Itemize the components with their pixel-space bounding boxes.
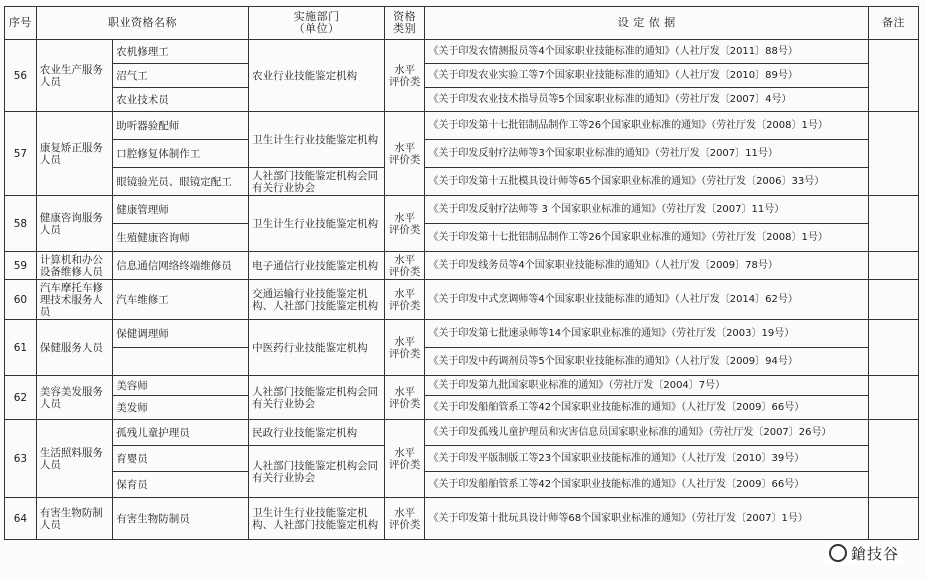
qualification-type: 水平 评价类 <box>385 112 425 196</box>
table-header-row <box>5 7 919 40</box>
implementing-department: 电子通信行业技能鉴定机构 <box>249 252 385 280</box>
qualification-type: 水平 评价类 <box>385 196 425 252</box>
occupation-name: 农机修理工 <box>113 40 249 64</box>
qualification-table <box>4 6 919 540</box>
remarks-cell <box>869 196 919 252</box>
implementing-department: 中医药行业技能鉴定机构 <box>249 320 385 376</box>
table-row <box>5 446 919 472</box>
basis-document: 《关于印发第七批速录师等14个国家职业标准的通知》（劳社厅发〔2003〕19号） <box>425 320 869 348</box>
remarks-cell <box>869 498 919 540</box>
occupation-name: 美发师 <box>113 396 249 420</box>
implementing-department: 人社部门技能鉴定机构会同有关行业协会 <box>249 376 385 420</box>
row-number: 60 <box>5 280 37 320</box>
occupation-name: 生殖健康咨询师 <box>113 224 249 252</box>
row-number: 56 <box>5 40 37 112</box>
table-row <box>5 224 919 252</box>
basis-document: 《关于印发第十五批模具设计师等65个国家职业标准的通知》（劳社厅发〔2006〕33号） <box>425 168 869 196</box>
table-row <box>5 140 919 168</box>
occupation-name: 保育员 <box>113 472 249 498</box>
table-row <box>5 396 919 420</box>
occupation-group: 康复矫正服务人员 <box>36 112 112 196</box>
basis-document: 《关于印发农业技术指导员等5个国家职业标准的通知》（劳社厅发〔2007〕4号） <box>425 88 869 112</box>
header-note: 备注 <box>869 7 919 40</box>
occupation-name: 助听器验配师 <box>113 112 249 140</box>
row-number: 58 <box>5 196 37 252</box>
occupation-name: 口腔修复体制作工 <box>113 140 249 168</box>
qualification-type: 水平 评价类 <box>385 252 425 280</box>
remarks-cell <box>869 252 919 280</box>
wechat-icon <box>829 544 847 562</box>
remarks-cell <box>869 112 919 196</box>
table-row <box>5 498 919 540</box>
basis-document: 《关于印发第九批国家职业标准的通知》（劳社厅发〔2004〕7号） <box>425 376 869 396</box>
implementing-department: 人社部门技能鉴定机构会同有关行业协会 <box>249 446 385 498</box>
qualification-type: 水平 评价类 <box>385 280 425 320</box>
occupation-group: 汽车摩托车修理技术服务人员 <box>36 280 112 320</box>
occupation-name: 沼气工 <box>113 64 249 88</box>
basis-document: 《关于印发线务员等4个国家职业技能标准的通知》（人社厅发〔2009〕78号） <box>425 252 869 280</box>
occupation-name: 美容师 <box>113 376 249 396</box>
header-dept: 实施部门 （单位） <box>249 7 385 40</box>
basis-document: 《关于印发平版制版工等23个国家职业技能标准的通知》（人社厅发〔2010〕39号） <box>425 446 869 472</box>
occupation-group: 计算机和办公设备维修人员 <box>36 252 112 280</box>
occupation-group: 生活照料服务人员 <box>36 420 112 498</box>
occupation-group: 农业生产服务人员 <box>36 40 112 112</box>
basis-document: 《关于印发反射疗法师等3个国家职业标准的通知》（劳社厅发〔2007〕11号） <box>425 140 869 168</box>
table-row <box>5 168 919 196</box>
table-row <box>5 112 919 140</box>
occupation-name: 育婴员 <box>113 446 249 472</box>
basis-document: 《关于印发第十七批铝制品制作工等26个国家职业标准的通知》（劳社厅发〔2008〕1号） <box>425 112 869 140</box>
row-number: 59 <box>5 252 37 280</box>
header-no: 序号 <box>5 7 37 40</box>
occupation-name: 信息通信网络终端维修员 <box>113 252 249 280</box>
occupation-name <box>113 348 249 376</box>
header-name: 职业资格名称 <box>36 7 248 40</box>
table-row <box>5 472 919 498</box>
occupation-group: 保健服务人员 <box>36 320 112 376</box>
table-row <box>5 64 919 88</box>
remarks-cell <box>869 40 919 112</box>
basis-document: 《关于印发船舶管系工等42个国家职业技能标准的通知》（人社厅发〔2009〕66号） <box>425 472 869 498</box>
occupation-name: 汽车维修工 <box>113 280 249 320</box>
implementing-department: 卫生计生行业技能鉴定机构、人社部门技能鉴定机构 <box>249 498 385 540</box>
watermark-text: 鎗技谷 <box>850 545 899 563</box>
basis-document: 《关于印发第十批玩具设计师等68个国家职业标准的通知》（劳社厅发〔2007〕1号） <box>425 498 869 540</box>
table-row <box>5 88 919 112</box>
occupation-name: 孤残儿童护理员 <box>113 420 249 446</box>
remarks-cell <box>869 376 919 420</box>
implementing-department: 卫生计生行业技能鉴定机构 <box>249 196 385 252</box>
row-number: 61 <box>5 320 37 376</box>
qualification-type: 水平 评价类 <box>385 320 425 376</box>
basis-document: 《关于印发孤残儿童护理员和灾害信息员国家职业标准的通知》（劳社厅发〔2007〕26号） <box>425 420 869 446</box>
qualification-type: 水平 评价类 <box>385 420 425 498</box>
remarks-cell <box>869 280 919 320</box>
table-row <box>5 252 919 280</box>
implementing-department: 交通运输行业技能鉴定机构、人社部门技能鉴定机构 <box>249 280 385 320</box>
basis-document: 《关于印发中药调剂员等5个国家职业技能标准的通知》（人社厅发〔2009〕94号） <box>425 348 869 376</box>
occupation-name: 眼镜验光员、眼镜定配工 <box>113 168 249 196</box>
occupation-name: 健康管理师 <box>113 196 249 224</box>
implementing-department: 农业行业技能鉴定机构 <box>249 40 385 112</box>
row-number: 64 <box>5 498 37 540</box>
basis-document: 《关于印发船舶管系工等42个国家职业技能标准的通知》（人社厅发〔2009〕66号） <box>425 396 869 420</box>
remarks-cell <box>869 320 919 376</box>
table-row <box>5 40 919 64</box>
occupation-group: 有害生物防制人员 <box>36 498 112 540</box>
occupation-name: 有害生物防制员 <box>113 498 249 540</box>
basis-document: 《关于印发农业实验工等7个国家职业技能标准的通知》（人社厅发〔2010〕89号） <box>425 64 869 88</box>
occupation-name: 农业技术员 <box>113 88 249 112</box>
header-basis: 设 定 依 据 <box>425 7 869 40</box>
row-number: 63 <box>5 420 37 498</box>
table-row <box>5 280 919 320</box>
remarks-cell <box>869 420 919 498</box>
row-number: 62 <box>5 376 37 420</box>
basis-document: 《关于印发农情测报员等4个国家职业技能标准的通知》（人社厅发〔2011〕88号） <box>425 40 869 64</box>
table-row <box>5 320 919 348</box>
table-row <box>5 196 919 224</box>
qualification-type: 水平 评价类 <box>385 376 425 420</box>
occupation-name: 保健调理师 <box>113 320 249 348</box>
table-body <box>5 40 919 540</box>
qualification-type: 水平 评价类 <box>385 40 425 112</box>
table-row <box>5 376 919 396</box>
watermark <box>825 542 903 565</box>
implementing-department: 人社部门技能鉴定机构会同有关行业协会 <box>249 168 385 196</box>
implementing-department: 卫生计生行业技能鉴定机构 <box>249 112 385 168</box>
basis-document: 《关于印发反射疗法师等 3 个国家职业标准的通知》（劳社厅发〔2007〕11号） <box>425 196 869 224</box>
row-number: 57 <box>5 112 37 196</box>
header-type: 资格 类别 <box>385 7 425 40</box>
qualification-type: 水平 评价类 <box>385 498 425 540</box>
basis-document: 《关于印发中式烹调师等4个国家职业技能标准的通知》（人社厅发〔2014〕62号） <box>425 280 869 320</box>
occupation-group: 美容美发服务人员 <box>36 376 112 420</box>
table-row <box>5 348 919 376</box>
basis-document: 《关于印发第十七批铝制品制作工等26个国家职业标准的通知》（劳社厅发〔2008〕1号） <box>425 224 869 252</box>
table-row <box>5 420 919 446</box>
occupation-group: 健康咨询服务人员 <box>36 196 112 252</box>
implementing-department: 民政行业技能鉴定机构 <box>249 420 385 446</box>
